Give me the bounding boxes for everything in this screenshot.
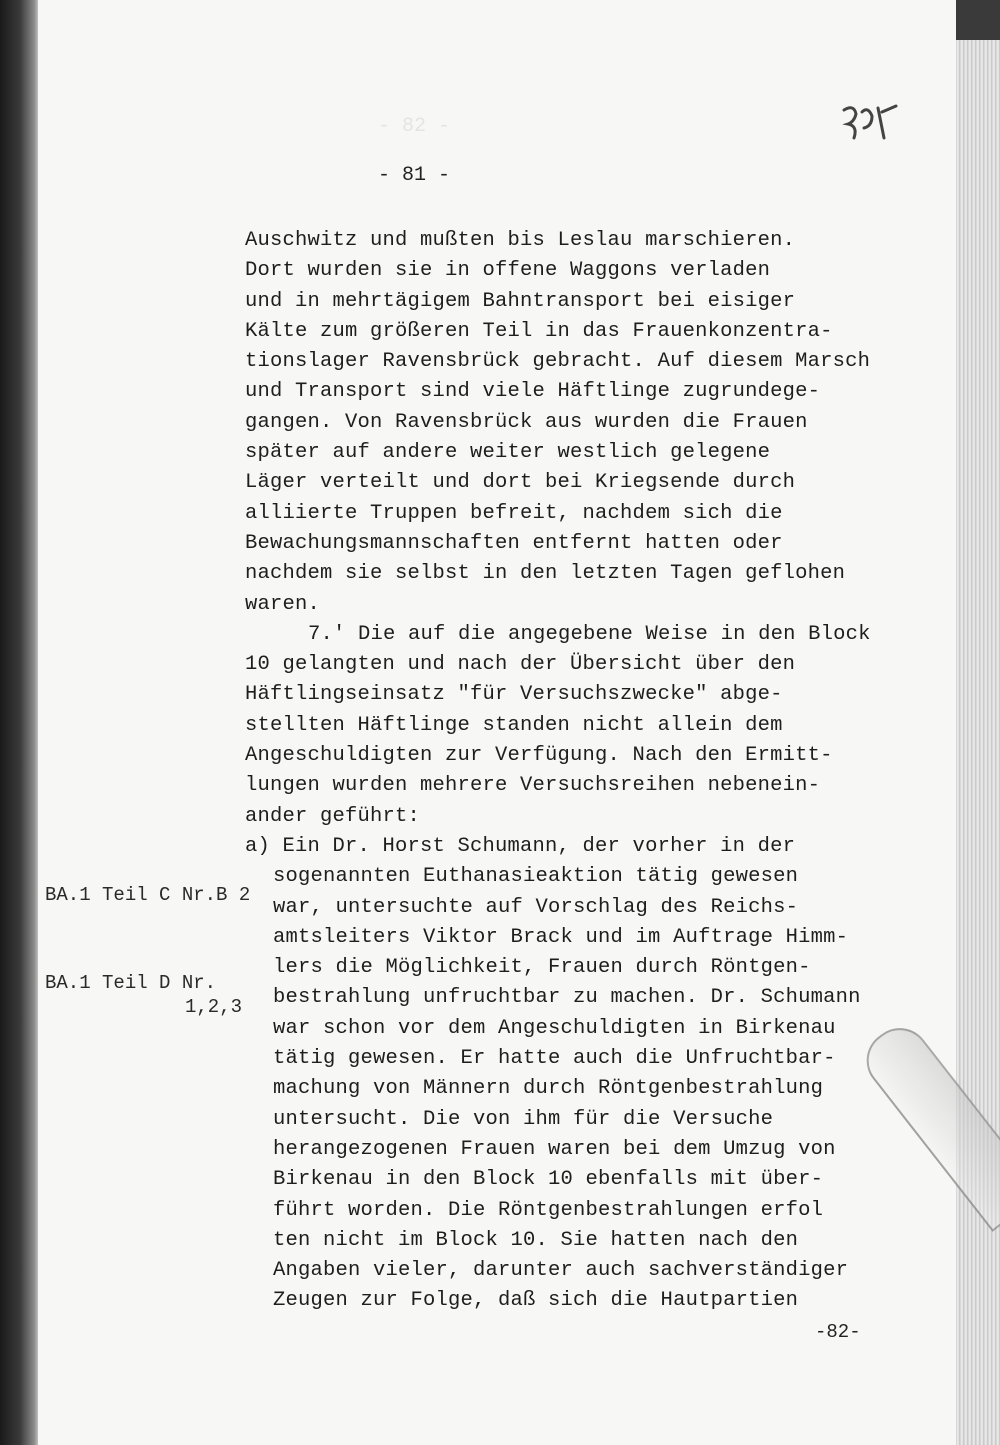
text-line: war, untersuchte auf Vorschlag des Reichs- <box>273 895 799 919</box>
text-line: Angeschuldigten zur Verfügung. Nach den Ermitt- <box>245 744 833 768</box>
text-line: führt worden. Die Röntgenbestrahlungen erfol <box>273 1198 824 1222</box>
bleed-through-page-number: - 82 - <box>378 115 451 138</box>
text-line: ander geführt: <box>245 804 421 828</box>
text-line: Häftlingseinsatz "für Versuchszwecke" abge- <box>245 683 783 707</box>
margin-note: BA.1 Teil C Nr.B 2 <box>45 884 251 906</box>
text-line: a) Ein Dr. Horst Schumann, der vorher in der <box>245 834 796 858</box>
text-line: und in mehrtägigem Bahntransport bei eisiger <box>245 289 796 313</box>
text-line: lungen wurden mehrere Versuchsreihen nebenein- <box>245 774 821 798</box>
text-line: war schon vor dem Angeschuldigten in Birkenau <box>273 1016 836 1040</box>
text-line: Angaben vieler, darunter auch sachverständiger <box>273 1259 849 1283</box>
page-number-top: - 81 - <box>378 164 451 187</box>
page-number-bottom: -82- <box>815 1321 861 1343</box>
text-line: waren. <box>245 592 321 616</box>
text-line: und Transport sind viele Häftlinge zugrundege- <box>245 380 821 404</box>
text-line: bestrahlung unfruchtbar zu machen. Dr. Schumann <box>273 986 861 1010</box>
text-line: gangen. Von Ravensbrück aus wurden die Frauen <box>245 410 808 434</box>
page-stack-shadow <box>956 0 1000 40</box>
text-line: Zeugen zur Folge, daß sich die Hautpartien <box>273 1289 799 1313</box>
margin-note: 1,2,3 <box>185 996 243 1018</box>
text-line: Dort wurden sie in offene Waggons verladen <box>245 259 771 283</box>
book-binding <box>0 0 40 1445</box>
text-line: tätig gewesen. Er hatte auch die Unfruchtbar- <box>273 1047 836 1071</box>
handwritten-page-mark <box>838 98 898 158</box>
text-line: machung von Männern durch Röntgenbestrahlung <box>273 1077 824 1101</box>
text-line: herangezogenen Frauen waren bei dem Umzug von <box>273 1137 836 1161</box>
text-line: später auf andere weiter westlich gelegene <box>245 441 771 465</box>
text-line: amtsleiters Viktor Brack und im Auftrage Himm- <box>273 925 849 949</box>
text-line: Birkenau in den Block 10 ebenfalls mit über- <box>273 1168 824 1192</box>
page-stack-edge <box>956 40 1000 1445</box>
text-line: untersucht. Die von ihm für die Versuche <box>273 1107 774 1131</box>
text-line: tionslager Ravensbrück gebracht. Auf diesem Marsch <box>245 350 871 374</box>
text-line: stellten Häftlinge standen nicht allein dem <box>245 713 783 737</box>
text-line: Kälte zum größeren Teil in das Frauenkonzentra- <box>245 319 833 343</box>
text-line: sogenannten Euthanasieaktion tätig gewesen <box>273 865 799 889</box>
text-line: alliierte Truppen befreit, nachdem sich die <box>245 501 783 525</box>
text-line: 7.' Die auf die angegebene Weise in den Block <box>308 622 871 646</box>
text-line: nachdem sie selbst in den letzten Tagen geflohen <box>245 562 846 586</box>
text-line: 10 gelangten und nach der Übersicht über den <box>245 653 796 677</box>
margin-note: BA.1 Teil D Nr. <box>45 972 217 994</box>
text-line: Läger verteilt und dort bei Kriegsende durch <box>245 471 796 495</box>
text-line: ten nicht im Block 10. Sie hatten nach den <box>273 1228 799 1252</box>
text-line: Auschwitz und mußten bis Leslau marschieren. <box>245 229 796 252</box>
text-line: Bewachungsmannschaften entfernt hatten oder <box>245 531 783 555</box>
typewritten-body <box>245 226 945 1317</box>
text-line: lers die Möglichkeit, Frauen durch Röntgen- <box>273 956 811 980</box>
